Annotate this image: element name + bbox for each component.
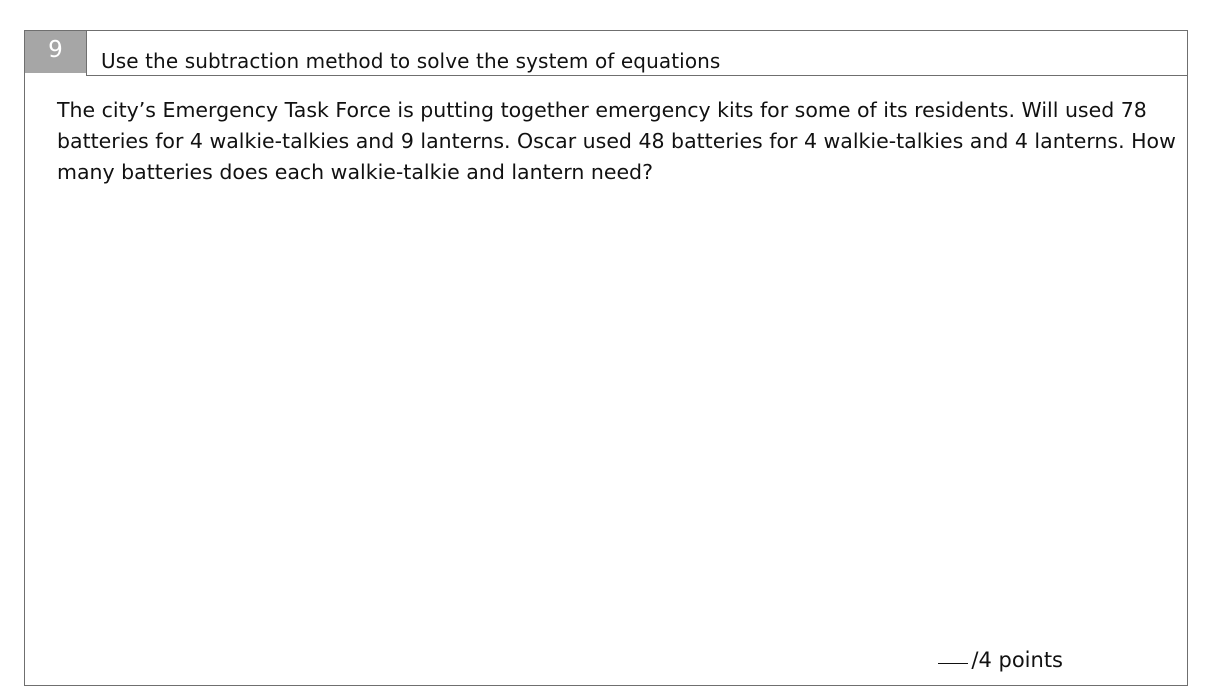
points-label: /4 points bbox=[971, 648, 1063, 672]
instruction-cell bbox=[86, 31, 1188, 76]
instruction-text: Use the subtraction method to solve the system of equations bbox=[101, 49, 721, 73]
problem-text: The city’s Emergency Task Force is putting together emergency kits for some of its residents. Will used 78 batteries for 4 walkie-talkies and 9 lanterns. Oscar used 48 batteries for 4 walkie-talkies and 4 lanterns. How many batteries does each walkie-talkie and lantern need? bbox=[57, 98, 1176, 184]
points-score bbox=[938, 648, 1063, 672]
question-number-badge: 9 bbox=[25, 31, 86, 73]
score-blank[interactable] bbox=[938, 663, 968, 664]
question-box bbox=[24, 30, 1188, 686]
